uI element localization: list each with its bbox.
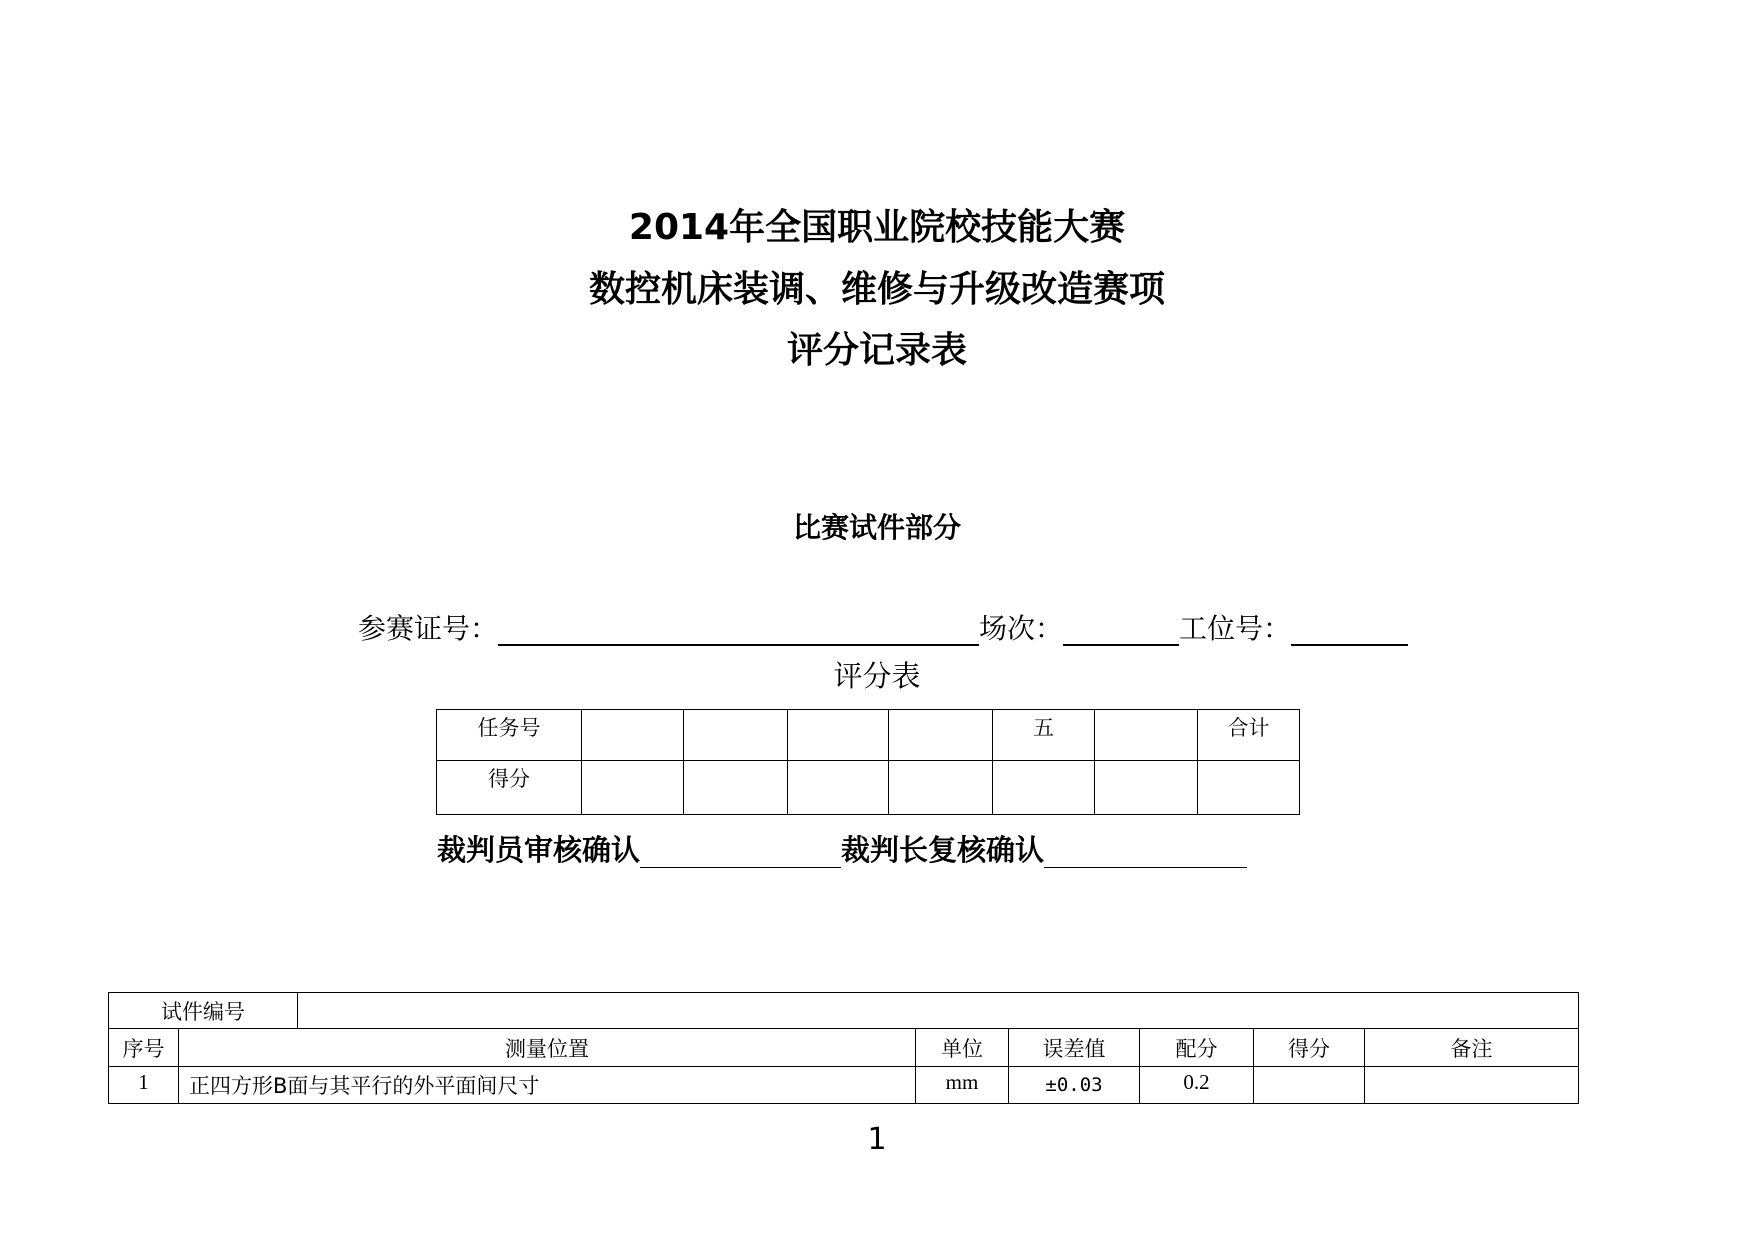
score-cell[interactable]: [684, 761, 788, 815]
measurement-position-cell: 正四方形B面与其平行的外平面间尺寸: [179, 1067, 916, 1104]
task-number-cell: [788, 710, 889, 761]
header-remark: 备注: [1365, 1029, 1579, 1067]
task-number-cell: 五: [993, 710, 1095, 761]
table-row: [109, 1067, 1579, 1104]
task-number-row: [437, 710, 1300, 761]
session-label: 场次：: [979, 612, 1064, 645]
remark-cell[interactable]: [1365, 1067, 1579, 1104]
serial-number-cell: 1: [109, 1067, 179, 1104]
header-serial-number: 序号: [109, 1029, 179, 1067]
station-field[interactable]: [1291, 610, 1408, 646]
specimen-number-field[interactable]: [298, 993, 1579, 1029]
specimen-number-label: 试件编号: [109, 993, 298, 1029]
score-cell[interactable]: [889, 761, 993, 815]
contestant-id-label: 参赛证号：: [358, 612, 499, 645]
score-table-caption: 评分表: [833, 659, 921, 693]
score-cell[interactable]: [1095, 761, 1198, 815]
contestant-id-field[interactable]: [498, 610, 979, 646]
row-label-task-number: 任务号: [437, 710, 582, 761]
total-header-cell: 合计: [1198, 710, 1300, 761]
score-cell[interactable]: [788, 761, 889, 815]
tolerance-cell: ±0.03: [1009, 1067, 1140, 1104]
row-label-score: 得分: [437, 761, 582, 815]
page-number: 1: [867, 1122, 887, 1157]
contestant-info-line: [358, 606, 1408, 646]
header-unit: 单位: [916, 1029, 1009, 1067]
document-title-line-1: 2014年全国职业院校技能大赛: [628, 207, 1126, 248]
session-field[interactable]: [1063, 610, 1179, 646]
score-cell[interactable]: [582, 761, 684, 815]
header-score: 得分: [1254, 1029, 1365, 1067]
header-points: 配分: [1140, 1029, 1254, 1067]
header-tolerance: 误差值: [1009, 1029, 1140, 1067]
section-title: 比赛试件部分: [792, 511, 961, 544]
task-number-cell: [582, 710, 684, 761]
station-label: 工位号：: [1179, 612, 1292, 645]
measurement-detail-table: [108, 992, 1579, 1104]
document-title-line-3: 评分记录表: [786, 330, 967, 371]
chief-referee-signature-field[interactable]: [1044, 833, 1247, 868]
score-cell[interactable]: [1254, 1067, 1365, 1104]
referee-confirm-label: 裁判员审核确认: [437, 833, 641, 867]
score-row: [437, 761, 1300, 815]
signature-line: [437, 832, 1247, 868]
total-score-cell[interactable]: [1198, 761, 1300, 815]
specimen-number-row: [109, 993, 1579, 1029]
referee-signature-field[interactable]: [640, 833, 841, 868]
header-measurement-position: 测量位置: [179, 1029, 916, 1067]
detail-header-row: [109, 1029, 1579, 1067]
unit-cell: mm: [916, 1067, 1009, 1104]
document-title-line-2: 数控机床装调、维修与升级改造赛项: [588, 269, 1165, 310]
score-summary-table: [436, 709, 1300, 815]
chief-referee-confirm-label: 裁判长复核确认: [841, 833, 1045, 867]
task-number-cell: [889, 710, 993, 761]
score-cell[interactable]: [993, 761, 1095, 815]
task-number-cell: [1095, 710, 1198, 761]
task-number-cell: [684, 710, 788, 761]
points-cell: 0.2: [1140, 1067, 1254, 1104]
